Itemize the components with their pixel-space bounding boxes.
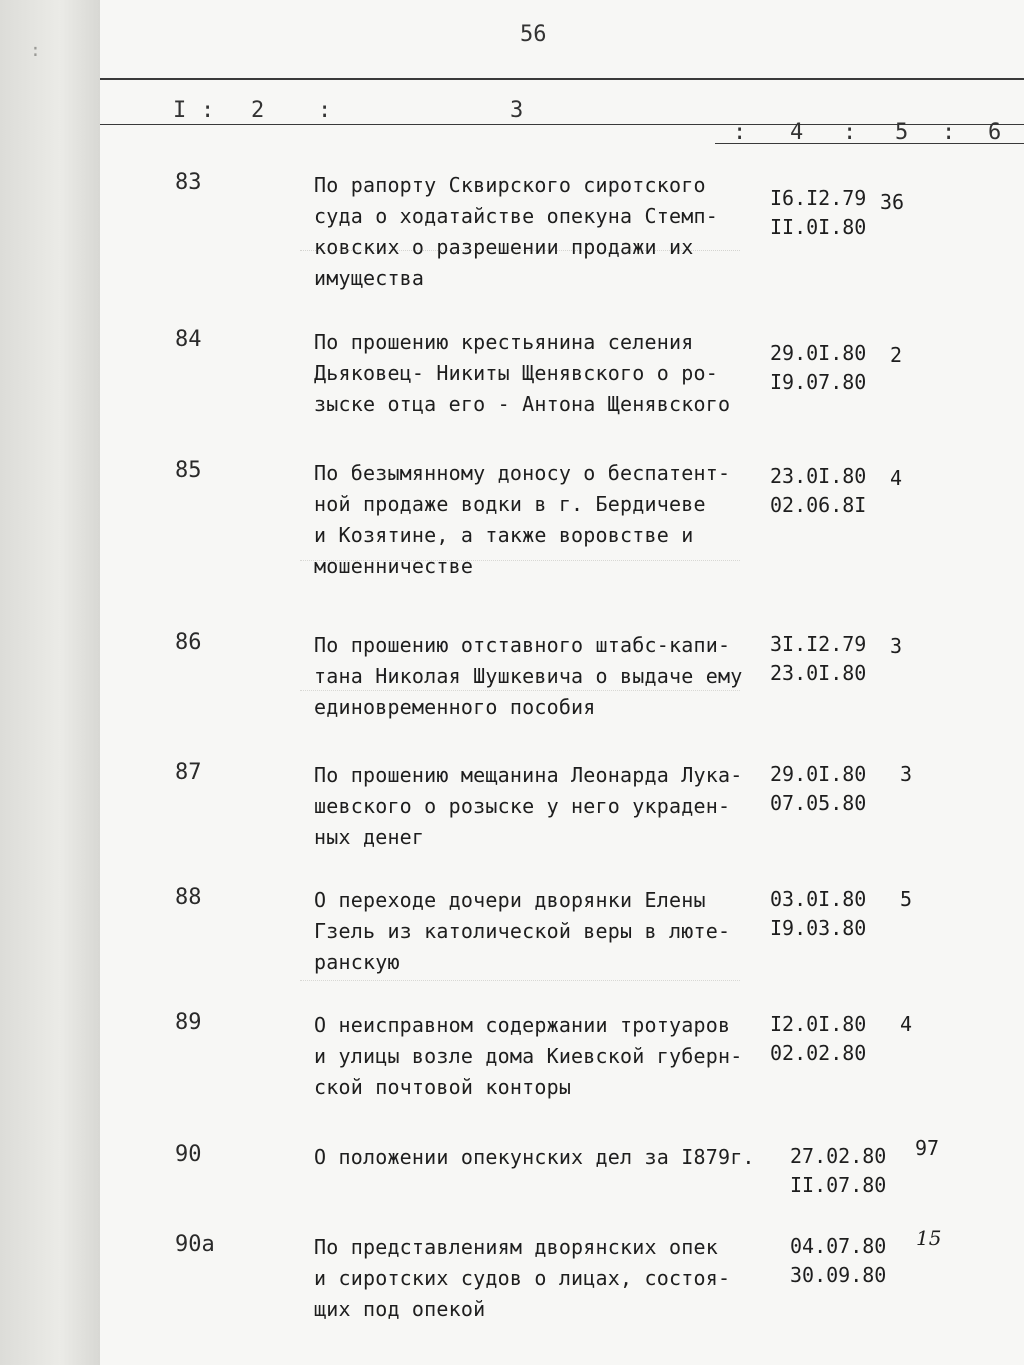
- entry-dates: 29.0I.80 07.05.80: [770, 762, 867, 815]
- col-separator: :: [843, 120, 857, 145]
- entry-sheets: 4: [890, 466, 903, 490]
- entry-sheets: 3: [890, 634, 903, 658]
- entry-number: 89: [175, 1010, 202, 1035]
- entry-sheets: 5: [900, 887, 913, 911]
- entry-title: По безымянному доносу о беспатент- ной продаже водки в г. Бердичеве и Козятине, а также воровстве и мошенничестве: [314, 461, 731, 578]
- entry-dates: I6.I2.79 II.0I.80: [770, 186, 867, 239]
- entry-dates: 23.0I.80 02.06.8I: [770, 464, 867, 517]
- col1-header: I: [173, 98, 187, 123]
- col6-header: 6: [988, 120, 1002, 145]
- entry-number: 87: [175, 760, 202, 785]
- col2-header: 2: [251, 98, 265, 123]
- col-separator: :: [201, 98, 215, 123]
- entry-number: 86: [175, 630, 202, 655]
- header-mid-rule: [100, 124, 1024, 125]
- entry-title: О положении опекунских дел за I879г.: [314, 1145, 755, 1169]
- col5-header: 5: [895, 120, 909, 145]
- entry-number: 90а: [175, 1232, 215, 1257]
- col-separator: :: [733, 120, 747, 145]
- entry-sheets: 4: [900, 1012, 913, 1036]
- header-bottom-rule: [715, 143, 1024, 144]
- entry-sheets: 97: [915, 1136, 940, 1160]
- spine-mark: :: [30, 40, 41, 61]
- entry-title: О неисправном содержании тротуаров и улицы возле дома Киевской губерн- ской почтовой конторы: [314, 1013, 743, 1099]
- entry-dates: 3I.I2.79 23.0I.80: [770, 632, 867, 685]
- entry-dates: 03.0I.80 I9.03.80: [770, 887, 867, 940]
- col4-header: 4: [790, 120, 804, 145]
- entry-sheets: 2: [890, 343, 903, 367]
- entry-dates: 29.0I.80 I9.07.80: [770, 341, 867, 394]
- entry-title: По рапорту Сквирского сиротского суда о ходатайстве опекуна Стемп- ковских о разрешении продажи их имущества: [314, 173, 718, 290]
- entry-title: По прошению мещанина Леонарда Лука- шевского о розыске у него украден- ных денег: [314, 763, 743, 849]
- entry-dates: 04.07.80 30.09.80: [790, 1234, 887, 1287]
- entry-sheets: 15: [916, 1226, 942, 1250]
- col-separator: :: [318, 98, 332, 123]
- entry-number: 84: [175, 327, 202, 352]
- entry-number: 83: [175, 170, 202, 195]
- entry-title: По представлениям дворянских опек и сиротских судов о лицах, состоя- щих под опекой: [314, 1235, 731, 1321]
- facing-page-edge: [0, 0, 100, 1365]
- entry-number: 85: [175, 458, 202, 483]
- entry-dates: 27.02.80 II.07.80: [790, 1144, 887, 1197]
- entry-number: 90: [175, 1142, 202, 1167]
- entry-number: 88: [175, 885, 202, 910]
- entry-sheets: 36: [880, 190, 905, 214]
- entry-dates: I2.0I.80 02.02.80: [770, 1012, 867, 1065]
- col-separator: :: [942, 120, 956, 145]
- entry-title: По прошению отставного штабс-капи- тана Николая Шушкевича о выдаче ему единовременного пособия: [314, 633, 743, 719]
- entry-title: О переходе дочери дворянки Елены Гзель из католической веры в люте- ранскую: [314, 888, 731, 974]
- header-top-rule: [100, 78, 1024, 80]
- entry-sheets: 3: [900, 762, 913, 786]
- entry-title: По прошению крестьянина селения Дьяковец- Никиты Щенявского о ро- зыске отца его - Антона Щенявского: [314, 330, 731, 416]
- col3-header: 3: [510, 98, 524, 123]
- page-number: 56: [520, 22, 547, 47]
